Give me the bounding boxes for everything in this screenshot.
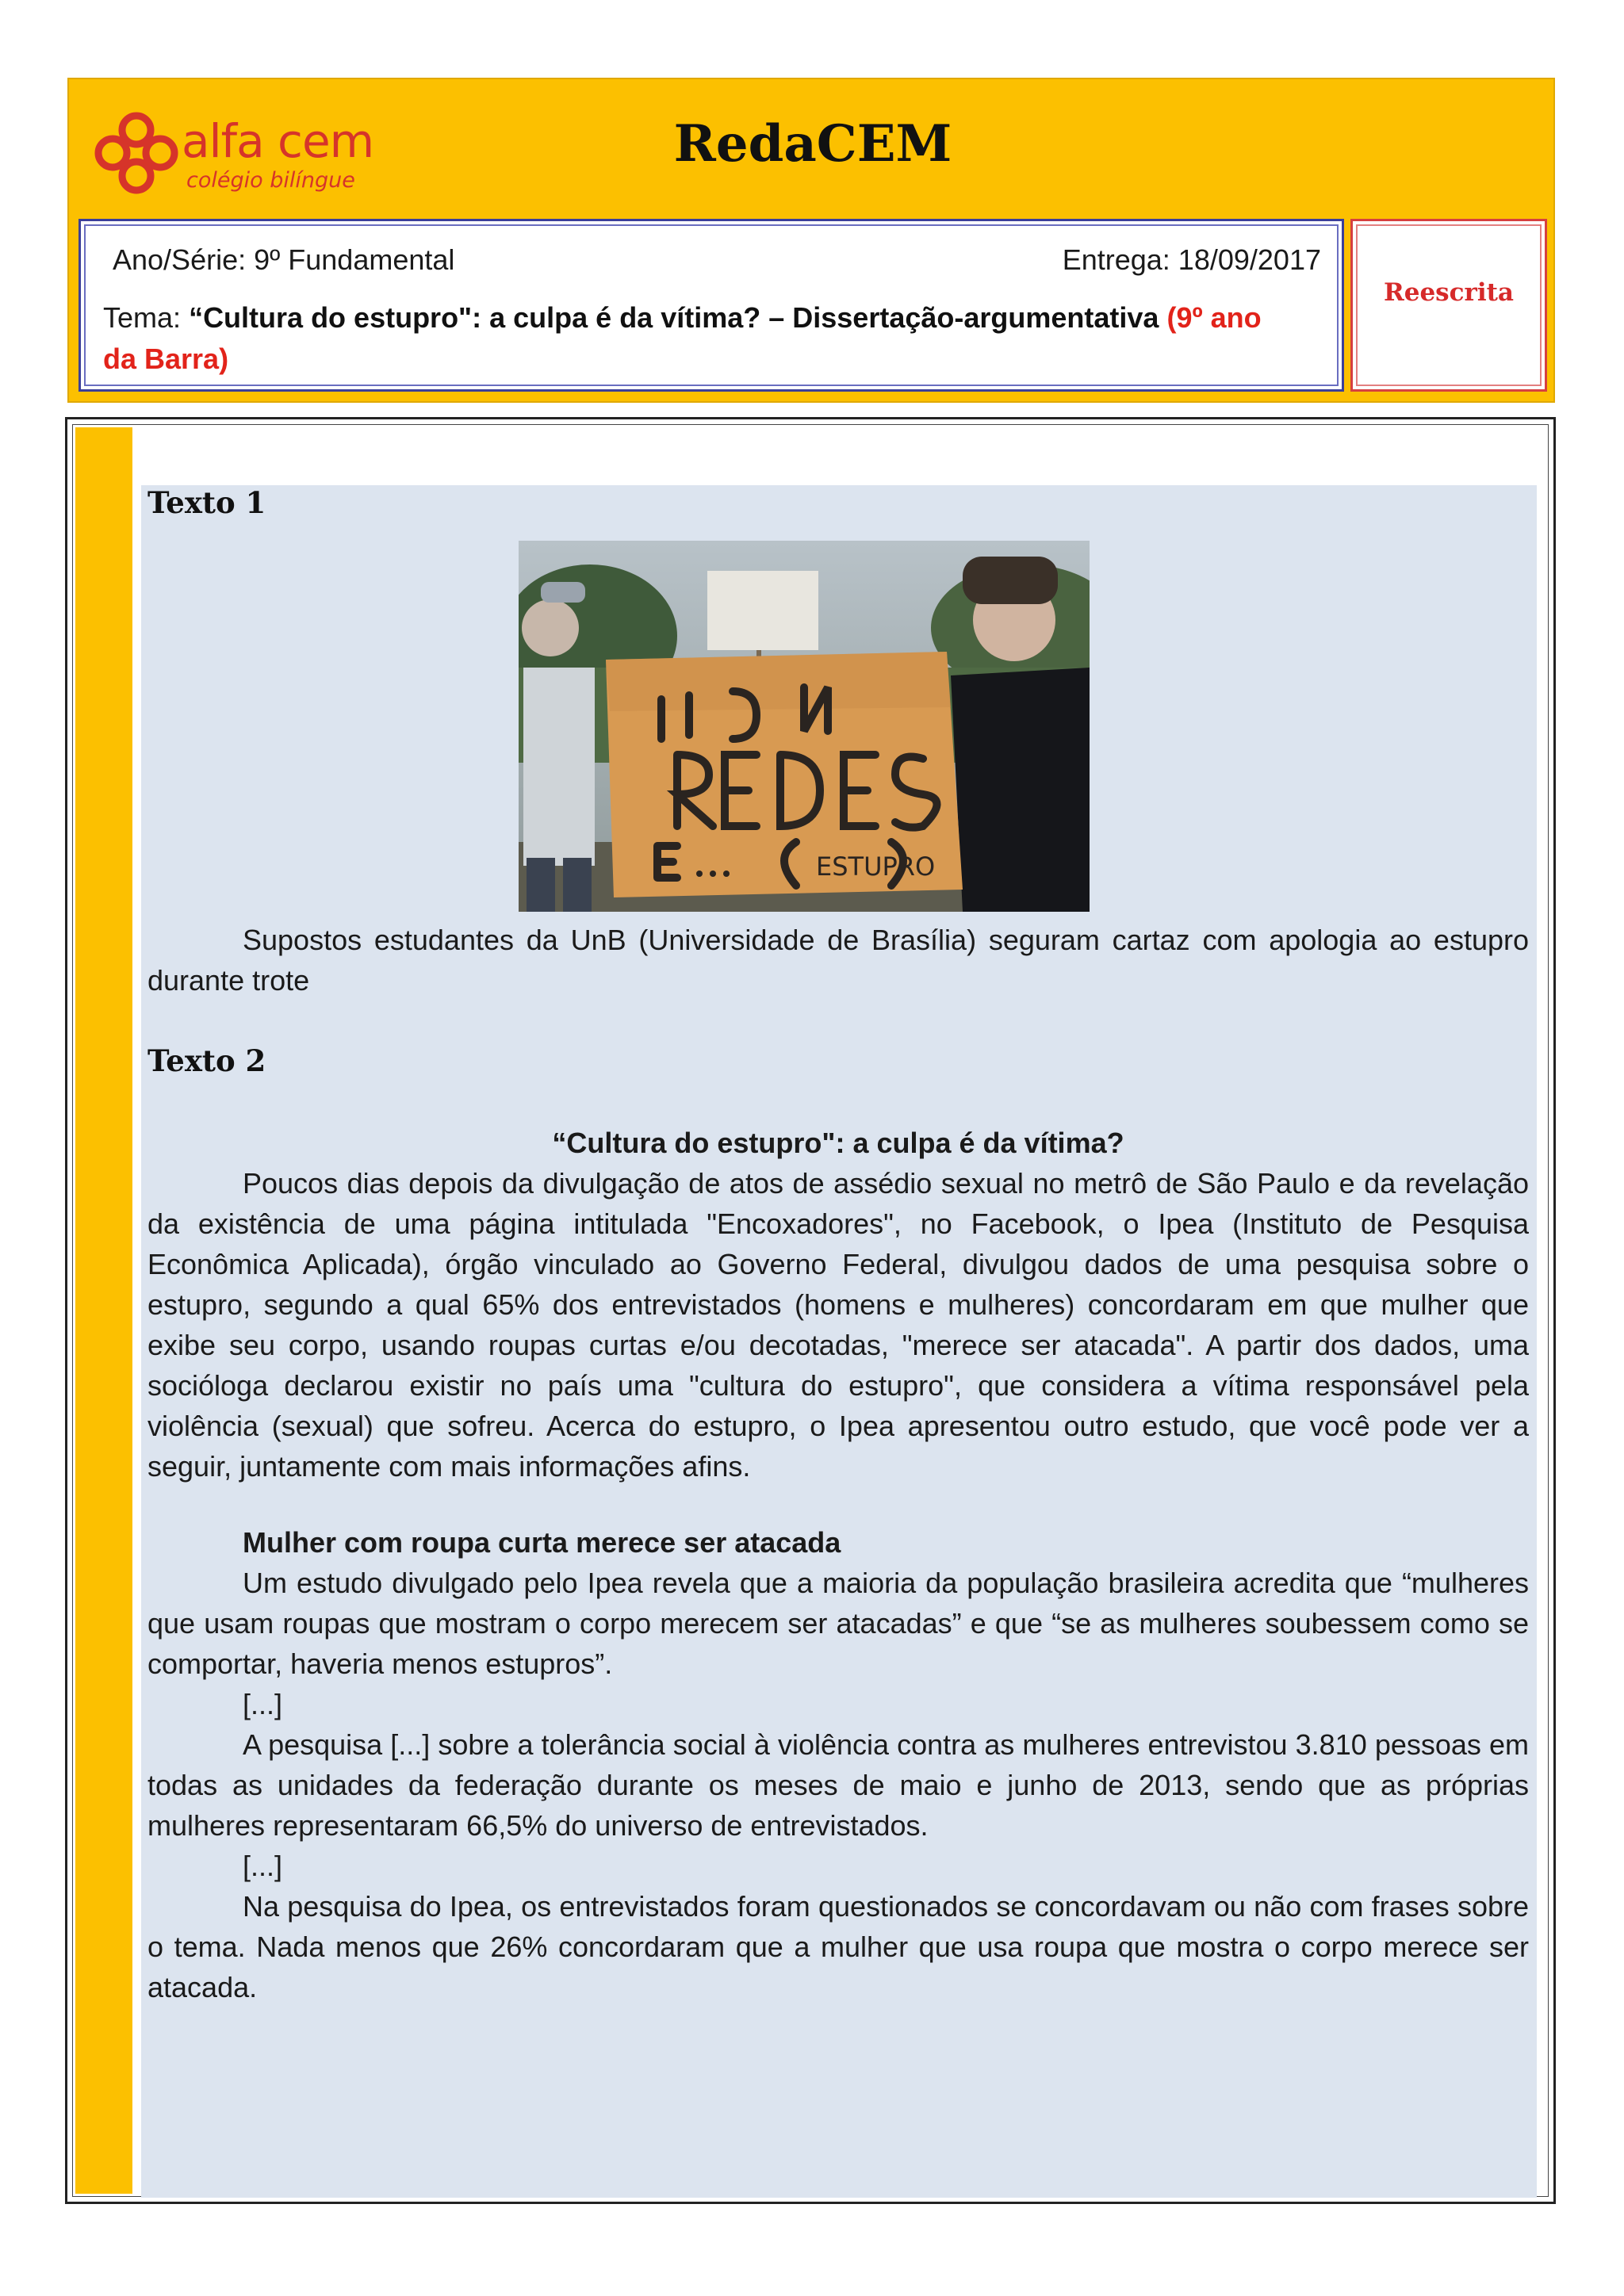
texto2-heading: “Cultura do estupro": a culpa é da vítima? — [552, 1127, 1124, 1159]
side-accent-bar — [75, 427, 132, 2194]
texto2-subheading: Mulher com roupa curta merece ser atacada — [243, 1526, 841, 1559]
texto1-caption: Supostos estudantes da UnB (Universidade de Brasília) seguram cartaz com apologia ao estupro durante trote — [147, 924, 1529, 997]
status-box — [1350, 219, 1547, 392]
texto2-title: Texto 2 — [147, 1043, 266, 1078]
texto2-paragraph-2: Um estudo divulgado pelo Ipea revela que a maioria da população brasileira acredita que “mulheres que usam roupas que mostram o corpo merecem ser atacadas” e que “se as mulheres soubessem como se comportar, haveria menos estupros”. — [147, 1567, 1529, 1680]
theme-class-note: (9º ano da Barra) — [103, 301, 1262, 375]
logo-subtitle-text: colégio bilíngue — [186, 168, 355, 193]
texto2-paragraph-3: A pesquisa [...] sobre a tolerância social à violência contra as mulheres entrevistou 3.810 pessoas em todas as unidades da federação durante os meses de maio e junho de 2013, sendo que as próprias mulheres representaram 66,5% do universo de entrevistados. — [147, 1728, 1529, 1842]
protest-photo — [519, 541, 1090, 912]
texto2-paragraph-1: Poucos dias depois da divulgação de atos de assédio sexual no metrô de São Paulo e da revelação da existência de uma página intitulada "Encoxadores", no Facebook, o Ipea (Instituto de Pesquisa Econômica Aplicada), órgão vinculado ao Governo Federal, divulgou dados de uma pesquisa sobre o estupro, segundo a qual 65% dos entrevistados (homens e mulheres) concordaram em que mulher que exibe seu corpo, usando roupas curtas e/ou decotadas, "merece ser atacada". A partir dos dados, uma socióloga declarou existir no país uma "cultura do estupro", que considera a vítima responsável pela violência (sexual) que sofreu. Acerca do estupro, o Ipea apresentou outro estudo, que você pode ver a seguir, juntamente com mais informações afins. — [147, 1167, 1529, 1483]
due-date-label: Entrega: 18/09/2017 — [1062, 243, 1321, 276]
assignment-info-box — [79, 219, 1344, 392]
protest-photo-icon — [519, 541, 1090, 912]
svg-text:ESTUPRO: ESTUPRO — [816, 851, 936, 882]
serie-label: Ano/Série: 9º Fundamental — [113, 243, 455, 276]
texto1-title: Texto 1 — [147, 485, 266, 520]
header-banner — [67, 78, 1555, 403]
texto2-paragraph-4: Na pesquisa do Ipea, os entrevistados foram questionados se concordavam ou não com frases sobre o tema. Nada menos que 26% concordaram que a mulher que usa roupa que mostra o corpo merece ser atacada. — [147, 1890, 1529, 2003]
texto2-ellipsis-1: [...] — [243, 1688, 283, 1720]
theme-line — [103, 297, 1294, 380]
status-badge: Reescrita — [1383, 278, 1515, 307]
document-title: RedaCEM — [673, 114, 952, 174]
theme-text: “Cultura do estupro": a culpa é da vítima? – Dissertação-argumentativa — [189, 301, 1159, 334]
texto2-ellipsis-2: [...] — [243, 1850, 283, 1882]
theme-label: Tema: — [103, 301, 182, 334]
logo-brand-text: alfa cem — [182, 114, 374, 168]
